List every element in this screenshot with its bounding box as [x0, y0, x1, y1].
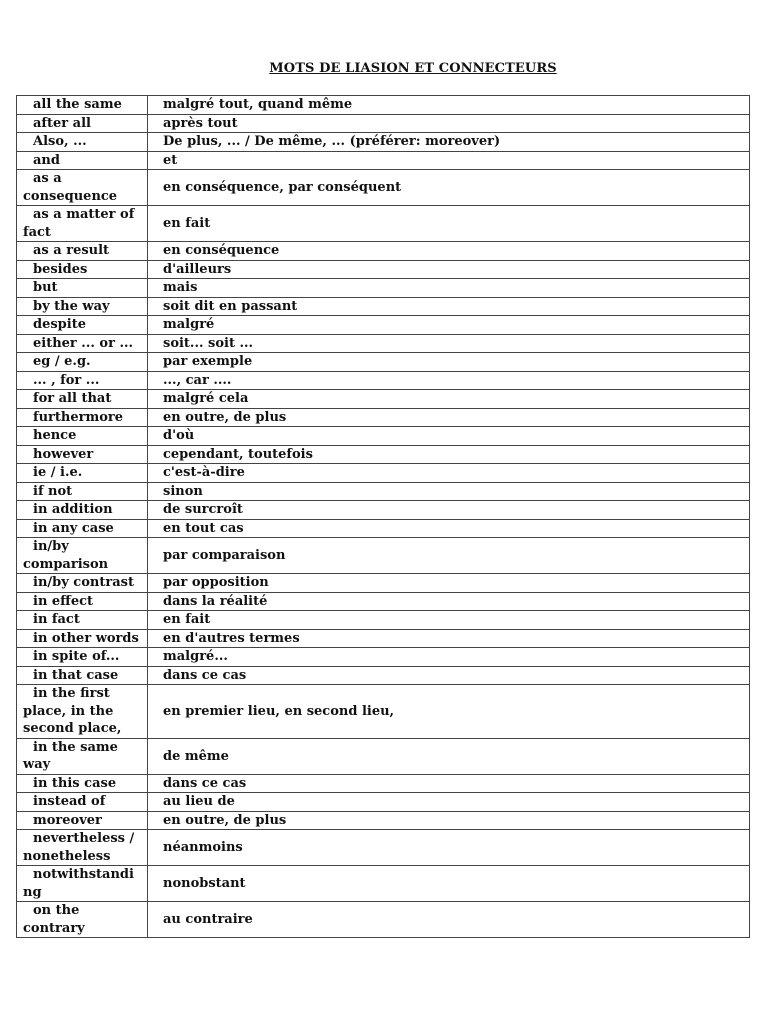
- connectors-table: [16, 95, 750, 938]
- english-term-cell: [17, 666, 148, 685]
- table-row: [17, 408, 750, 427]
- table-row: [17, 685, 750, 739]
- english-term-cell: [17, 206, 148, 242]
- english-term: hence: [33, 428, 77, 443]
- french-translation: en d'autres termes: [148, 629, 750, 648]
- french-translation: dans la réalité: [148, 592, 750, 611]
- english-term: in/by comparison: [23, 539, 109, 572]
- english-term: furthermore: [33, 409, 124, 425]
- english-term-cell: [17, 501, 148, 520]
- french-translation: en conséquence: [148, 242, 750, 261]
- english-term-cell: [17, 242, 148, 261]
- english-term: in the first place, in the second place,: [23, 686, 122, 736]
- english-term-cell: [17, 538, 148, 574]
- english-term-cell: [17, 390, 148, 409]
- french-translation: après tout: [148, 114, 750, 133]
- french-translation: malgré cela: [148, 390, 750, 409]
- table-row: [17, 811, 750, 830]
- english-term: moreover: [33, 812, 102, 828]
- english-term: in effect: [33, 593, 94, 609]
- table-row: [17, 151, 750, 170]
- french-translation: soit dit en passant: [148, 297, 750, 316]
- french-translation: au lieu de: [148, 793, 750, 812]
- english-term: for all that: [33, 391, 112, 406]
- french-translation: malgré: [148, 316, 750, 335]
- english-term-cell: [17, 738, 148, 774]
- english-term-cell: [17, 297, 148, 316]
- table-row: [17, 316, 750, 335]
- english-term-cell: [17, 685, 148, 739]
- english-term: Also, ...: [33, 134, 87, 149]
- english-term: either ... or ...: [33, 335, 134, 351]
- table-row: [17, 501, 750, 520]
- table-row: [17, 666, 750, 685]
- english-term: ... , for ...: [33, 372, 100, 388]
- english-term: in any case: [33, 520, 114, 536]
- table-row: [17, 353, 750, 372]
- english-term-cell: [17, 574, 148, 593]
- english-term-cell: [17, 334, 148, 353]
- english-term: besides: [33, 261, 88, 277]
- english-term-cell: [17, 611, 148, 630]
- english-term-cell: [17, 445, 148, 464]
- english-term: as a matter of fact: [23, 207, 135, 240]
- table-row: [17, 538, 750, 574]
- table-row: [17, 133, 750, 152]
- english-term-cell: [17, 96, 148, 115]
- english-term: in that case: [33, 667, 119, 683]
- table-row: [17, 114, 750, 133]
- table-row: [17, 390, 750, 409]
- english-term-cell: [17, 902, 148, 938]
- table-row: [17, 830, 750, 866]
- english-term-cell: [17, 316, 148, 335]
- table-row: [17, 206, 750, 242]
- french-translation: d'ailleurs: [148, 260, 750, 279]
- french-translation: d'où: [148, 427, 750, 446]
- table-row: [17, 592, 750, 611]
- table-row: [17, 427, 750, 446]
- english-term: and: [33, 152, 60, 168]
- english-term: all the same: [33, 97, 122, 112]
- english-term-cell: [17, 170, 148, 206]
- english-term-cell: [17, 151, 148, 170]
- french-translation: néanmoins: [148, 830, 750, 866]
- french-translation: dans ce cas: [148, 666, 750, 685]
- table-row: [17, 334, 750, 353]
- table-body: [17, 96, 750, 938]
- french-translation: cependant, toutefois: [148, 445, 750, 464]
- table-row: [17, 793, 750, 812]
- french-translation: par comparaison: [148, 538, 750, 574]
- french-translation: De plus, ... / De même, ... (préférer: moreover): [148, 133, 750, 152]
- english-term: as a consequence: [23, 171, 118, 204]
- table-row: [17, 611, 750, 630]
- english-term: instead of: [33, 794, 106, 809]
- english-term: in/by contrast: [33, 575, 134, 590]
- table-row: [17, 482, 750, 501]
- english-term-cell: [17, 427, 148, 446]
- table-row: [17, 279, 750, 298]
- english-term-cell: [17, 519, 148, 538]
- english-term: ie / i.e.: [33, 465, 83, 480]
- french-translation: c'est-à-dire: [148, 464, 750, 483]
- english-term-cell: [17, 866, 148, 902]
- english-term-cell: [17, 830, 148, 866]
- english-term-cell: [17, 793, 148, 812]
- french-translation: soit... soit ...: [148, 334, 750, 353]
- english-term: eg / e.g.: [33, 354, 91, 369]
- french-translation: en outre, de plus: [148, 408, 750, 427]
- french-translation: de même: [148, 738, 750, 774]
- french-translation: ..., car ....: [148, 371, 750, 390]
- table-row: [17, 260, 750, 279]
- english-term: however: [33, 446, 94, 462]
- table-row: [17, 170, 750, 206]
- french-translation: par exemple: [148, 353, 750, 372]
- french-translation: nonobstant: [148, 866, 750, 902]
- english-term-cell: [17, 353, 148, 372]
- english-term: in other words: [33, 630, 139, 646]
- french-translation: par opposition: [148, 574, 750, 593]
- english-term: if not: [33, 483, 73, 499]
- french-translation: et: [148, 151, 750, 170]
- french-translation: dans ce cas: [148, 774, 750, 793]
- english-term: after all: [33, 115, 91, 131]
- table-row: [17, 574, 750, 593]
- french-translation: mais: [148, 279, 750, 298]
- english-term: nevertheless / nonetheless: [23, 831, 135, 864]
- english-term: in spite of...: [33, 649, 120, 664]
- table-row: [17, 297, 750, 316]
- table-row: [17, 902, 750, 938]
- english-term: in fact: [33, 612, 80, 627]
- english-term-cell: [17, 482, 148, 501]
- table-row: [17, 242, 750, 261]
- english-term-cell: [17, 260, 148, 279]
- english-term: in this case: [33, 775, 117, 791]
- table-row: [17, 445, 750, 464]
- french-translation: en outre, de plus: [148, 811, 750, 830]
- english-term-cell: [17, 133, 148, 152]
- french-translation: en conséquence, par conséquent: [148, 170, 750, 206]
- english-term-cell: [17, 774, 148, 793]
- table-row: [17, 738, 750, 774]
- english-term-cell: [17, 371, 148, 390]
- french-translation: sinon: [148, 482, 750, 501]
- english-term: as a result: [33, 243, 110, 258]
- english-term: despite: [33, 317, 86, 332]
- english-term: by the way: [33, 298, 110, 314]
- english-term: in the same way: [23, 739, 118, 772]
- english-term-cell: [17, 114, 148, 133]
- table-row: [17, 648, 750, 667]
- table-row: [17, 866, 750, 902]
- french-translation: malgré...: [148, 648, 750, 667]
- english-term: notwithstanding: [23, 867, 134, 900]
- french-translation: en premier lieu, en second lieu,: [148, 685, 750, 739]
- english-term-cell: [17, 592, 148, 611]
- table-row: [17, 371, 750, 390]
- table-row: [17, 464, 750, 483]
- english-term: in addition: [33, 502, 113, 517]
- english-term-cell: [17, 279, 148, 298]
- page-title: MOTS DE LIASION ET CONNECTEURS: [269, 61, 557, 76]
- french-translation: en fait: [148, 206, 750, 242]
- english-term-cell: [17, 811, 148, 830]
- table-row: [17, 519, 750, 538]
- english-term: but: [33, 280, 58, 295]
- english-term-cell: [17, 629, 148, 648]
- english-term-cell: [17, 648, 148, 667]
- french-translation: en fait: [148, 611, 750, 630]
- french-translation: au contraire: [148, 902, 750, 938]
- table-row: [17, 629, 750, 648]
- french-translation: malgré tout, quand même: [148, 96, 750, 115]
- english-term-cell: [17, 408, 148, 427]
- table-row: [17, 774, 750, 793]
- french-translation: en tout cas: [148, 519, 750, 538]
- english-term-cell: [17, 464, 148, 483]
- table-row: [17, 96, 750, 115]
- english-term: on the contrary: [23, 903, 85, 936]
- french-translation: de surcroît: [148, 501, 750, 520]
